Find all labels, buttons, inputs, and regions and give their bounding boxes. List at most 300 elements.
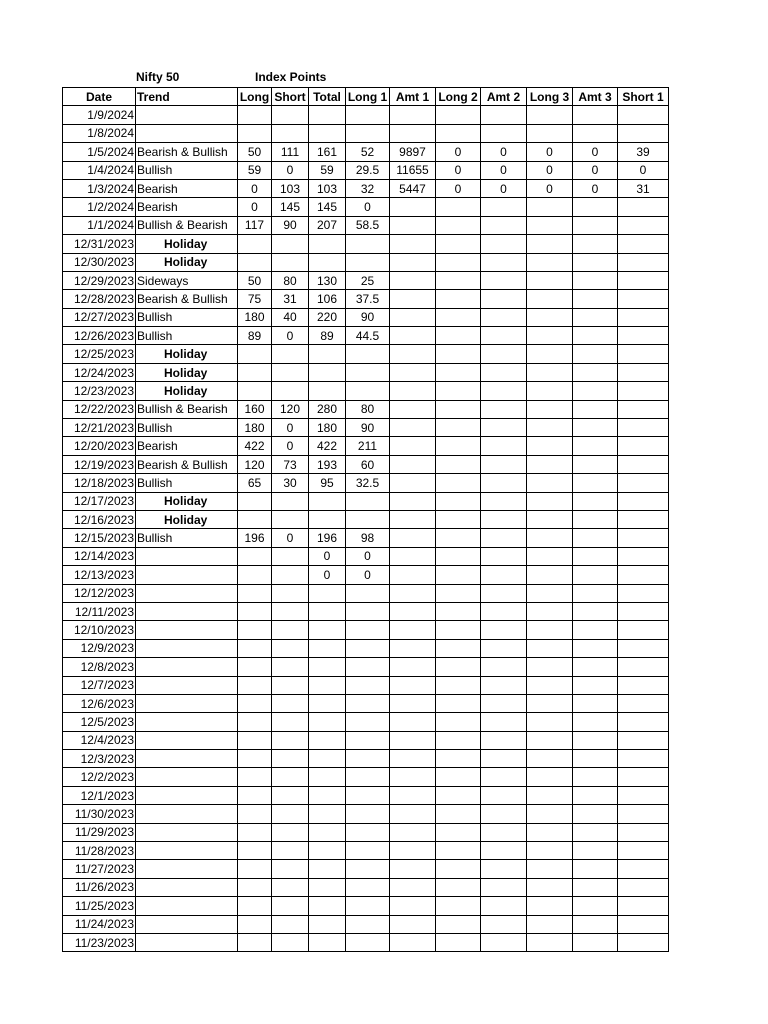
long-1-cell	[346, 768, 390, 786]
long-3-cell	[527, 842, 573, 860]
short-1-cell	[618, 419, 669, 437]
long-3-cell	[527, 823, 573, 841]
date-cell: 12/7/2023	[63, 676, 136, 694]
table-row	[63, 750, 669, 768]
short-1-cell	[618, 327, 669, 345]
long-3-cell	[527, 106, 573, 124]
long-3-cell	[527, 308, 573, 326]
table-row	[63, 731, 669, 749]
date-cell: 12/19/2023	[63, 455, 136, 473]
date-cell: 12/1/2023	[63, 786, 136, 804]
amt-1-cell	[390, 658, 436, 676]
amt-1-cell	[390, 124, 436, 142]
short-cell	[272, 860, 309, 878]
trend-cell	[136, 602, 238, 620]
long-cell	[238, 658, 272, 676]
amt-1-cell	[390, 216, 436, 234]
amt-1-cell	[390, 106, 436, 124]
table-row	[63, 621, 669, 639]
long-1-cell: 0	[346, 547, 390, 565]
date-cell: 12/20/2023	[63, 437, 136, 455]
table-row	[63, 455, 669, 473]
long-cell	[238, 768, 272, 786]
long-cell: 180	[238, 308, 272, 326]
col-header-short: Short	[272, 88, 309, 106]
amt-2-cell	[481, 842, 527, 860]
table-row	[63, 584, 669, 602]
amt-2-cell	[481, 713, 527, 731]
short-1-cell	[618, 878, 669, 896]
long-cell: 59	[238, 161, 272, 179]
date-cell: 1/3/2024	[63, 179, 136, 197]
table-row	[63, 143, 669, 161]
short-1-cell	[618, 308, 669, 326]
amt-1-cell	[390, 510, 436, 528]
long-cell: 160	[238, 400, 272, 418]
header-row	[63, 88, 669, 106]
long-1-cell	[346, 823, 390, 841]
amt-2-cell	[481, 639, 527, 657]
date-cell: 11/23/2023	[63, 933, 136, 951]
date-cell: 11/27/2023	[63, 860, 136, 878]
short-1-cell	[618, 382, 669, 400]
long-2-cell	[436, 290, 481, 308]
short-1-cell	[618, 345, 669, 363]
amt-1-cell	[390, 327, 436, 345]
total-cell	[309, 658, 346, 676]
col-header-amt-3: Amt 3	[573, 88, 618, 106]
amt-2-cell	[481, 602, 527, 620]
long-1-cell: 32.5	[346, 474, 390, 492]
long-cell	[238, 584, 272, 602]
short-cell: 0	[272, 161, 309, 179]
table-row	[63, 474, 669, 492]
total-cell	[309, 860, 346, 878]
amt-1-cell	[390, 492, 436, 510]
short-cell	[272, 547, 309, 565]
amt-3-cell	[573, 419, 618, 437]
amt-2-cell	[481, 694, 527, 712]
col-header-date: Date	[63, 88, 136, 106]
long-cell	[238, 897, 272, 915]
long-2-cell: 0	[436, 179, 481, 197]
table-body	[63, 106, 669, 952]
trend-cell	[136, 547, 238, 565]
short-cell: 40	[272, 308, 309, 326]
trend-cell: Holiday	[136, 382, 238, 400]
trend-cell: Bearish & Bullish	[136, 455, 238, 473]
amt-2-cell	[481, 400, 527, 418]
total-cell: 193	[309, 455, 346, 473]
date-cell: 1/5/2024	[63, 143, 136, 161]
long-3-cell	[527, 933, 573, 951]
long-1-cell	[346, 363, 390, 381]
long-cell: 0	[238, 179, 272, 197]
long-3-cell	[527, 658, 573, 676]
date-cell: 12/12/2023	[63, 584, 136, 602]
long-1-cell	[346, 878, 390, 896]
amt-3-cell	[573, 235, 618, 253]
short-1-cell	[618, 621, 669, 639]
short-cell: 120	[272, 400, 309, 418]
long-2-cell	[436, 253, 481, 271]
long-1-cell: 0	[346, 198, 390, 216]
total-cell: 103	[309, 179, 346, 197]
long-3-cell	[527, 290, 573, 308]
amt-2-cell	[481, 768, 527, 786]
long-cell	[238, 382, 272, 400]
amt-1-cell	[390, 805, 436, 823]
date-cell: 11/26/2023	[63, 878, 136, 896]
long-3-cell	[527, 860, 573, 878]
date-cell: 12/8/2023	[63, 658, 136, 676]
amt-2-cell: 0	[481, 179, 527, 197]
total-cell	[309, 805, 346, 823]
long-cell	[238, 694, 272, 712]
long-3-cell	[527, 566, 573, 584]
col-header-amt-2: Amt 2	[481, 88, 527, 106]
long-1-cell: 44.5	[346, 327, 390, 345]
date-cell: 12/30/2023	[63, 253, 136, 271]
total-cell	[309, 842, 346, 860]
long-1-cell	[346, 694, 390, 712]
date-cell: 12/6/2023	[63, 694, 136, 712]
date-cell: 12/11/2023	[63, 602, 136, 620]
table-row	[63, 382, 669, 400]
table-row	[63, 179, 669, 197]
trend-cell	[136, 676, 238, 694]
short-1-cell	[618, 713, 669, 731]
short-1-cell	[618, 602, 669, 620]
long-2-cell	[436, 345, 481, 363]
long-1-cell: 37.5	[346, 290, 390, 308]
amt-2-cell	[481, 621, 527, 639]
amt-2-cell	[481, 455, 527, 473]
trend-cell	[136, 823, 238, 841]
long-cell	[238, 106, 272, 124]
amt-1-cell	[390, 786, 436, 804]
long-cell: 65	[238, 474, 272, 492]
amt-1-cell	[390, 290, 436, 308]
short-cell	[272, 805, 309, 823]
amt-3-cell	[573, 437, 618, 455]
amt-2-cell: 0	[481, 143, 527, 161]
long-cell	[238, 750, 272, 768]
short-cell: 80	[272, 271, 309, 289]
short-1-cell	[618, 198, 669, 216]
total-cell	[309, 694, 346, 712]
long-1-cell	[346, 933, 390, 951]
amt-1-cell	[390, 271, 436, 289]
trend-cell	[136, 805, 238, 823]
short-1-cell	[618, 676, 669, 694]
long-cell: 50	[238, 271, 272, 289]
total-cell	[309, 878, 346, 896]
long-2-cell	[436, 860, 481, 878]
long-cell: 117	[238, 216, 272, 234]
amt-1-cell	[390, 474, 436, 492]
long-2-cell	[436, 915, 481, 933]
col-header-amt-1: Amt 1	[390, 88, 436, 106]
long-cell	[238, 566, 272, 584]
trend-cell	[136, 933, 238, 951]
date-cell: 12/31/2023	[63, 235, 136, 253]
long-1-cell	[346, 805, 390, 823]
long-3-cell	[527, 602, 573, 620]
total-cell: 59	[309, 161, 346, 179]
date-cell: 11/29/2023	[63, 823, 136, 841]
amt-2-cell	[481, 805, 527, 823]
long-3-cell	[527, 253, 573, 271]
long-1-cell	[346, 897, 390, 915]
short-cell	[272, 694, 309, 712]
long-1-cell	[346, 713, 390, 731]
table-row	[63, 768, 669, 786]
table-row	[63, 216, 669, 234]
amt-2-cell	[481, 271, 527, 289]
total-cell	[309, 584, 346, 602]
amt-3-cell	[573, 933, 618, 951]
total-cell	[309, 492, 346, 510]
amt-3-cell	[573, 492, 618, 510]
short-1-cell: 39	[618, 143, 669, 161]
long-2-cell	[436, 676, 481, 694]
long-2-cell	[436, 639, 481, 657]
long-3-cell	[527, 400, 573, 418]
amt-1-cell	[390, 878, 436, 896]
date-cell: 12/9/2023	[63, 639, 136, 657]
amt-3-cell	[573, 584, 618, 602]
long-3-cell	[527, 713, 573, 731]
amt-2-cell	[481, 584, 527, 602]
long-1-cell: 90	[346, 419, 390, 437]
total-cell: 130	[309, 271, 346, 289]
col-header-long: Long	[238, 88, 272, 106]
short-cell	[272, 786, 309, 804]
date-cell: 12/3/2023	[63, 750, 136, 768]
long-1-cell	[346, 915, 390, 933]
amt-3-cell	[573, 327, 618, 345]
table-row	[63, 124, 669, 142]
long-1-cell	[346, 750, 390, 768]
date-cell: 12/18/2023	[63, 474, 136, 492]
long-2-cell	[436, 621, 481, 639]
trend-cell: Holiday	[136, 345, 238, 363]
long-2-cell	[436, 805, 481, 823]
amt-1-cell: 5447	[390, 179, 436, 197]
amt-3-cell	[573, 216, 618, 234]
amt-1-cell	[390, 419, 436, 437]
long-1-cell	[346, 253, 390, 271]
amt-2-cell	[481, 915, 527, 933]
total-cell: 161	[309, 143, 346, 161]
amt-3-cell	[573, 768, 618, 786]
trend-cell	[136, 731, 238, 749]
amt-2-cell	[481, 658, 527, 676]
short-1-cell	[618, 694, 669, 712]
short-cell	[272, 382, 309, 400]
short-1-cell	[618, 805, 669, 823]
long-1-cell: 60	[346, 455, 390, 473]
short-cell	[272, 510, 309, 528]
long-1-cell: 211	[346, 437, 390, 455]
date-cell: 11/30/2023	[63, 805, 136, 823]
amt-3-cell	[573, 621, 618, 639]
total-cell	[309, 345, 346, 363]
amt-3-cell	[573, 786, 618, 804]
long-cell	[238, 731, 272, 749]
date-cell: 1/9/2024	[63, 106, 136, 124]
short-cell	[272, 584, 309, 602]
table-row	[63, 198, 669, 216]
long-1-cell	[346, 235, 390, 253]
amt-1-cell	[390, 731, 436, 749]
trend-cell	[136, 584, 238, 602]
table-row	[63, 860, 669, 878]
date-cell: 12/26/2023	[63, 327, 136, 345]
trend-cell: Holiday	[136, 363, 238, 381]
short-cell: 0	[272, 327, 309, 345]
total-cell	[309, 621, 346, 639]
amt-3-cell	[573, 897, 618, 915]
short-cell	[272, 676, 309, 694]
short-1-cell	[618, 860, 669, 878]
amt-3-cell	[573, 602, 618, 620]
table-row	[63, 492, 669, 510]
total-cell	[309, 235, 346, 253]
long-3-cell	[527, 584, 573, 602]
date-cell: 12/25/2023	[63, 345, 136, 363]
long-1-cell	[346, 731, 390, 749]
amt-1-cell	[390, 455, 436, 473]
total-cell: 145	[309, 198, 346, 216]
amt-2-cell	[481, 676, 527, 694]
table-row	[63, 805, 669, 823]
date-cell: 1/4/2024	[63, 161, 136, 179]
amt-1-cell	[390, 566, 436, 584]
long-1-cell	[346, 584, 390, 602]
short-cell	[272, 124, 309, 142]
long-3-cell	[527, 731, 573, 749]
long-2-cell	[436, 437, 481, 455]
trend-cell: Bearish	[136, 179, 238, 197]
long-cell	[238, 713, 272, 731]
col-header-long-3: Long 3	[527, 88, 573, 106]
trend-cell: Holiday	[136, 492, 238, 510]
total-cell: 280	[309, 400, 346, 418]
short-cell: 0	[272, 529, 309, 547]
long-3-cell	[527, 216, 573, 234]
total-cell	[309, 363, 346, 381]
total-cell	[309, 750, 346, 768]
long-2-cell	[436, 198, 481, 216]
long-cell: 0	[238, 198, 272, 216]
trend-cell: Bullish	[136, 474, 238, 492]
table-row	[63, 878, 669, 896]
short-cell	[272, 658, 309, 676]
short-cell: 30	[272, 474, 309, 492]
date-cell: 12/10/2023	[63, 621, 136, 639]
total-cell: 180	[309, 419, 346, 437]
long-1-cell: 90	[346, 308, 390, 326]
table-row	[63, 106, 669, 124]
trend-cell	[136, 639, 238, 657]
amt-1-cell	[390, 897, 436, 915]
trend-cell	[136, 786, 238, 804]
amt-2-cell	[481, 290, 527, 308]
date-cell: 12/2/2023	[63, 768, 136, 786]
trend-cell: Bearish	[136, 198, 238, 216]
amt-1-cell	[390, 768, 436, 786]
long-3-cell	[527, 474, 573, 492]
short-cell: 90	[272, 216, 309, 234]
trend-cell: Bullish	[136, 327, 238, 345]
amt-2-cell	[481, 363, 527, 381]
amt-1-cell	[390, 676, 436, 694]
date-cell: 12/16/2023	[63, 510, 136, 528]
long-cell: 422	[238, 437, 272, 455]
long-1-cell	[346, 345, 390, 363]
long-1-cell	[346, 492, 390, 510]
table-row	[63, 400, 669, 418]
trend-cell	[136, 768, 238, 786]
short-1-cell: 0	[618, 161, 669, 179]
trend-cell	[136, 842, 238, 860]
short-cell	[272, 750, 309, 768]
amt-1-cell	[390, 235, 436, 253]
short-1-cell	[618, 897, 669, 915]
amt-1-cell	[390, 639, 436, 657]
long-2-cell	[436, 474, 481, 492]
trend-cell: Bearish	[136, 437, 238, 455]
total-cell	[309, 602, 346, 620]
amt-2-cell	[481, 878, 527, 896]
total-cell	[309, 768, 346, 786]
date-cell: 12/14/2023	[63, 547, 136, 565]
amt-3-cell	[573, 713, 618, 731]
short-1-cell	[618, 842, 669, 860]
total-cell	[309, 731, 346, 749]
total-cell: 422	[309, 437, 346, 455]
table-row	[63, 658, 669, 676]
long-2-cell	[436, 235, 481, 253]
amt-3-cell	[573, 860, 618, 878]
date-cell: 11/24/2023	[63, 915, 136, 933]
amt-3-cell: 0	[573, 143, 618, 161]
amt-1-cell	[390, 621, 436, 639]
date-cell: 12/29/2023	[63, 271, 136, 289]
amt-1-cell: 11655	[390, 161, 436, 179]
long-3-cell	[527, 419, 573, 437]
long-3-cell	[527, 363, 573, 381]
short-cell	[272, 363, 309, 381]
amt-3-cell	[573, 566, 618, 584]
long-cell	[238, 823, 272, 841]
long-2-cell	[436, 566, 481, 584]
short-1-cell	[618, 823, 669, 841]
amt-2-cell	[481, 492, 527, 510]
amt-2-cell	[481, 382, 527, 400]
long-3-cell	[527, 124, 573, 142]
amt-3-cell	[573, 750, 618, 768]
long-3-cell: 0	[527, 143, 573, 161]
long-3-cell	[527, 639, 573, 657]
short-cell	[272, 492, 309, 510]
amt-3-cell	[573, 253, 618, 271]
long-3-cell	[527, 382, 573, 400]
long-2-cell	[436, 455, 481, 473]
amt-3-cell	[573, 474, 618, 492]
